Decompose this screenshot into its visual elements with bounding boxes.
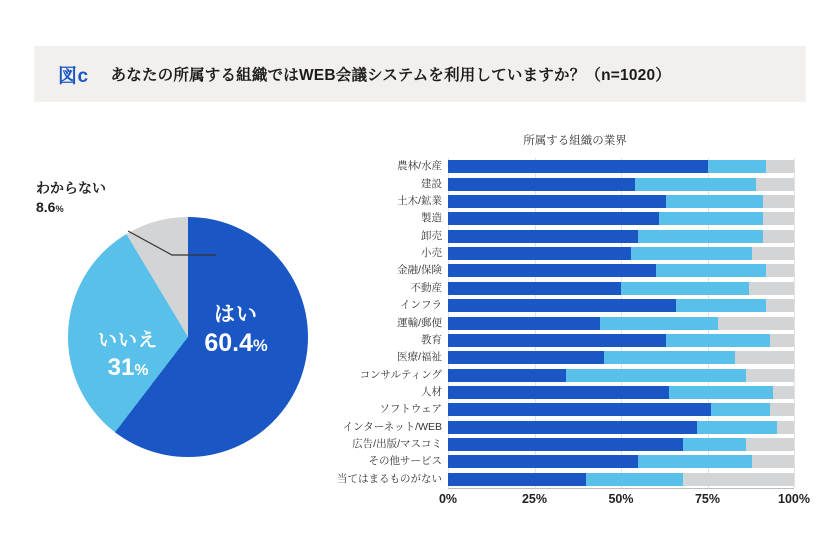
bar-segment-3 [746,438,794,451]
bar-segment-1 [448,299,676,312]
bar-row-label: その他サービス [368,455,442,468]
bar-segment-3 [746,369,794,382]
bar-segment-1 [448,230,638,243]
bar-segment-1 [448,473,586,486]
bar-segment-1 [448,369,566,382]
bar-row-label: 運輸/郵便 [397,316,442,329]
bar-row [397,160,794,173]
bar-row-label: 製造 [421,212,442,225]
x-axis-line [448,488,794,489]
bar-row [352,438,794,451]
bar-segment-2 [659,212,763,225]
bar-row-label: 医療/福祉 [397,351,442,364]
bar-segment-1 [448,282,621,295]
bar-segment-1 [448,178,635,191]
bar-segment-3 [766,160,794,173]
bar-segment-2 [683,438,745,451]
bar-segment-2 [711,403,770,416]
bar-row-label: 土木/鉱業 [397,194,442,207]
bar-segment-2 [638,230,763,243]
bar-row [337,472,794,486]
gridline-100 [794,158,795,488]
x-tick-label: 50% [608,492,634,506]
pie-slice-value-yes: 60.4% [204,329,268,358]
bar-segment-1 [448,421,697,434]
bar-row-label: 小売 [421,247,442,260]
bar-row-label: 広告/出版/マスコミ [352,438,442,451]
bar-row [397,194,794,208]
bar-segment-3 [718,317,794,330]
bar-row-label: インフラ [400,299,442,312]
bar-segment-1 [448,264,656,277]
bar-segment-3 [763,212,794,225]
bar-segment-3 [735,351,794,364]
bar-segment-2 [586,473,683,486]
bar-segment-1 [448,317,600,330]
bar-row [421,229,794,243]
bar-row-label: 卸売 [421,229,442,242]
bar-segment-1 [448,455,638,468]
bar-segment-1 [448,351,604,364]
bar-segment-2 [666,334,770,347]
bar-segment-3 [763,230,794,243]
x-tick-label: 75% [694,492,721,506]
bar-row [421,385,794,399]
bar-row-label: 当てはまるものがない [337,472,442,485]
bar-chart-title: 所属する組織の業界 [523,135,627,147]
pie-slice-label-no [82,330,174,381]
bar-row [359,368,794,382]
bar-segment-3 [752,247,794,260]
bar-segment-3 [683,473,794,486]
bar-row-label: コンサルティング [359,368,442,381]
bar-segment-2 [600,317,718,330]
pie-slice-value-no: 31% [107,353,149,381]
bar-segment-1 [448,438,683,451]
bar-segment-3 [766,264,794,277]
bar-row [379,403,794,416]
pie-slice-label-yes [180,303,292,358]
bar-segment-3 [763,195,794,208]
bar-row-label: インターネット/WEB [342,420,442,433]
bar-segment-1 [448,160,708,173]
bar-plot-area [337,158,794,488]
pie-slice-name-no: いいえ [97,330,158,351]
bar-row-label: 不動産 [410,281,442,294]
bar-segment-2 [697,421,777,434]
bar-row [368,455,794,468]
bar-segment-3 [749,282,794,295]
bar-segment-2 [621,282,749,295]
bar-segment-1 [448,195,666,208]
pie-slice-label-unknown [36,180,156,215]
bar-segment-2 [566,369,746,382]
bar-row [421,177,794,191]
pie-slice-name-yes: はい [214,303,258,326]
bar-row [410,281,794,295]
bar-segment-1 [448,212,659,225]
bar-segment-1 [448,334,666,347]
bar-row-label: 金融/保険 [397,264,442,277]
bar-segment-3 [756,178,794,191]
x-axis-ticks [438,492,810,512]
page-title: あなたの所属する組織ではWEB会議システムを利用していますか？（n=1020） [110,67,671,84]
bar-row-label: 建設 [421,177,442,190]
bar-segment-3 [770,403,794,416]
stacked-bar-chart [330,132,820,532]
bar-row [342,420,794,434]
bar-segment-3 [752,455,794,468]
x-tick-label: 25% [521,492,548,506]
bar-row [397,316,794,330]
bar-row [421,247,794,260]
bar-row-label: 農林/水産 [397,160,442,173]
bar-row [397,351,794,364]
bar-segment-2 [676,299,766,312]
pie-slice-value-unknown: 8.6% [36,199,64,216]
x-tick-label: 100% [778,492,810,506]
bar-segment-2 [638,455,752,468]
header-band [34,46,806,102]
bar-segment-1 [448,403,711,416]
bar-segment-2 [635,178,756,191]
bar-row-label: 人材 [421,385,442,398]
bar-row [421,212,794,225]
x-tick-label: 0% [438,492,458,506]
bar-segment-1 [448,386,669,399]
bar-segment-2 [669,386,773,399]
figure-badge: 図c [58,65,89,87]
bar-row-label: ソフトウェア [379,403,442,416]
bar-segment-2 [666,195,763,208]
bar-row [400,299,794,312]
bar-segment-2 [604,351,735,364]
bar-segment-2 [631,247,752,260]
bar-segment-3 [766,299,794,312]
pie-slice-name-unknown: わからない [36,180,106,196]
bar-segment-3 [770,334,794,347]
bar-segment-3 [777,421,794,434]
bar-row [397,264,794,277]
bar-segment-3 [773,386,794,399]
bar-segment-1 [448,247,631,260]
leader-line [126,225,218,265]
bar-segment-2 [708,160,767,173]
bar-row-label: 教育 [421,333,442,346]
bar-row [421,333,794,347]
bar-segment-2 [656,264,767,277]
